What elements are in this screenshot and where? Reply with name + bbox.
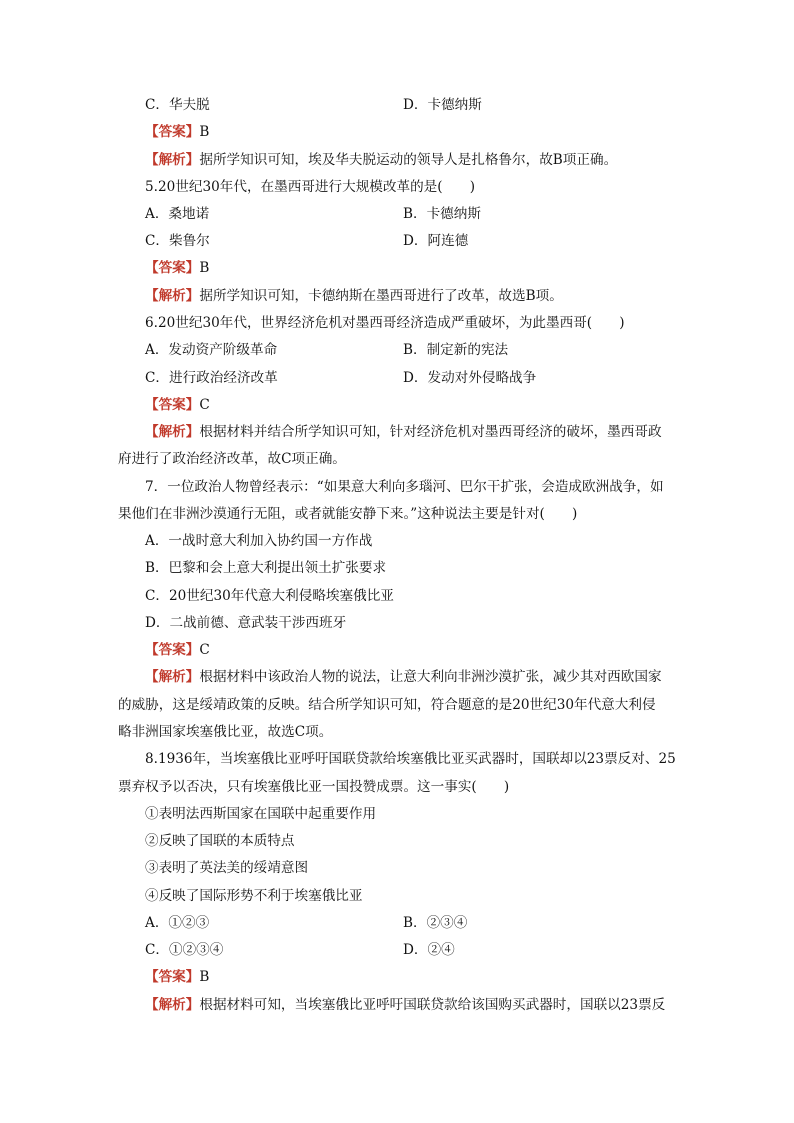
q7-option-a: A．一战时意大利加入协约国一方作战: [145, 533, 373, 549]
q8-item-1: ①表明法西斯国家在国联中起重要作用: [145, 806, 377, 822]
q8-option-d: D．②④: [403, 942, 455, 958]
q8-item-3: ③表明了英法美的绥靖意图: [145, 860, 309, 876]
q7-answer-value: C: [199, 642, 210, 658]
q6-option-d: D．发动对外侵略战争: [403, 370, 537, 386]
q7-option-b: B．巴黎和会上意大利提出领土扩张要求: [145, 560, 387, 576]
q7-analysis-line-1: [145, 667, 662, 687]
q6-options-row-2: [145, 368, 537, 388]
q5-option-b: B．卡德纳斯: [403, 206, 481, 222]
q5-option-d: D．阿连德: [403, 233, 469, 249]
q7-option-d: D．二战前德、意武装干涉西班牙: [145, 615, 347, 631]
q5-options-row-1: [145, 204, 481, 224]
q5-answer-value: B: [199, 260, 210, 276]
q4-analysis: [145, 150, 617, 170]
q5-options-row-2: [145, 231, 469, 251]
q5-analysis-text: 据所学知识可知，卡德纳斯在墨西哥进行了改革，故选B项。: [199, 288, 563, 304]
q7-stem-line-2: 果他们在非洲沙漠通行无阻，或者就能安静下来。”这种说法主要是针对( ): [118, 506, 578, 522]
analysis-tag: 【解析】: [145, 152, 200, 168]
answer-tag: 【答案】: [145, 124, 200, 140]
q8-stem-line-1: 8.1936年，当埃塞俄比亚呼吁国联贷款给埃塞俄比亚买武器时，国联却以23票反对、25: [145, 751, 676, 767]
q5-option-c: C．柴鲁尔: [145, 233, 210, 249]
q5-option-a: A．桑地诺: [145, 206, 210, 222]
q8-options-row-1: [145, 913, 468, 933]
q8-answer: [145, 967, 209, 987]
q7-stem-line-1: 7．一位政治人物曾经表示：“如果意大利向多瑙河、巴尔干扩张，会造成欧洲战争，如: [145, 479, 664, 495]
q6-analysis-line-2: 府进行了政治经济改革，故C项正确。: [118, 451, 346, 467]
answer-tag: 【答案】: [145, 642, 200, 658]
q4-answer-value: B: [199, 124, 210, 140]
q8-analysis-line-1: [145, 995, 665, 1015]
analysis-tag: 【解析】: [145, 424, 200, 440]
q6-option-a: A．发动资产阶级革命: [145, 342, 278, 358]
q6-options-row-1: [145, 340, 509, 360]
q6-answer-value: C: [199, 397, 210, 413]
q4-options-row: [145, 95, 482, 115]
answer-tag: 【答案】: [145, 969, 200, 985]
analysis-tag: 【解析】: [145, 288, 200, 304]
q7-analysis-line-2: 的威胁，这是绥靖政策的反映。结合所学知识可知，符合题意的是20世纪30年代意大利侵: [118, 697, 656, 713]
q6-analysis-line-1: [145, 422, 662, 442]
analysis-tag: 【解析】: [145, 997, 200, 1013]
analysis-tag: 【解析】: [145, 669, 200, 685]
q6-option-c: C．进行政治经济改革: [145, 370, 278, 386]
q8-options-row-2: [145, 940, 455, 960]
q8-analysis-text-1: 根据材料可知，当埃塞俄比亚呼吁国联贷款给该国购买武器时，国联以23票反: [199, 997, 666, 1013]
q8-option-c: C．①②③④: [145, 942, 224, 958]
q5-analysis: [145, 286, 563, 306]
q6-analysis-text-1: 根据材料并结合所学知识可知，针对经济危机对墨西哥经济的破坏，墨西哥政: [199, 424, 662, 440]
q6-answer: [145, 395, 210, 415]
q6-stem: 6.20世纪30年代，世界经济危机对墨西哥经济造成严重破坏，为此墨西哥( ): [145, 315, 625, 331]
q8-option-b: B．②③④: [403, 915, 468, 931]
q4-option-d: D．卡德纳斯: [403, 97, 482, 113]
q7-analysis-line-3: 略非洲国家埃塞俄比亚，故选C项。: [118, 724, 333, 740]
q7-answer: [145, 640, 210, 660]
q5-stem: 5.20世纪30年代，在墨西哥进行大规模改革的是( ): [145, 179, 476, 195]
q8-item-4: ④反映了国际形势不利于埃塞俄比亚: [145, 888, 363, 904]
q4-option-c: C．华夫脱: [145, 97, 210, 113]
q7-option-c: C．20世纪30年代意大利侵略埃塞俄比亚: [145, 588, 394, 604]
q7-analysis-text-1: 根据材料中该政治人物的说法，让意大利向非洲沙漠扩张，减少其对西欧国家: [199, 669, 662, 685]
q5-answer: [145, 258, 209, 278]
q8-option-a: A．①②③: [145, 915, 210, 931]
answer-tag: 【答案】: [145, 260, 200, 276]
q8-item-2: ②反映了国联的本质特点: [145, 833, 295, 849]
q8-answer-value: B: [199, 969, 210, 985]
answer-tag: 【答案】: [145, 397, 200, 413]
q6-option-b: B．制定新的宪法: [403, 342, 509, 358]
q4-answer: [145, 122, 209, 142]
q4-analysis-text: 据所学知识可知，埃及华夫脱运动的领导人是扎格鲁尔，故B项正确。: [199, 152, 618, 168]
q8-stem-line-2: 票弃权予以否决，只有埃塞俄比亚一国投赞成票。这一事实( ): [118, 779, 510, 795]
